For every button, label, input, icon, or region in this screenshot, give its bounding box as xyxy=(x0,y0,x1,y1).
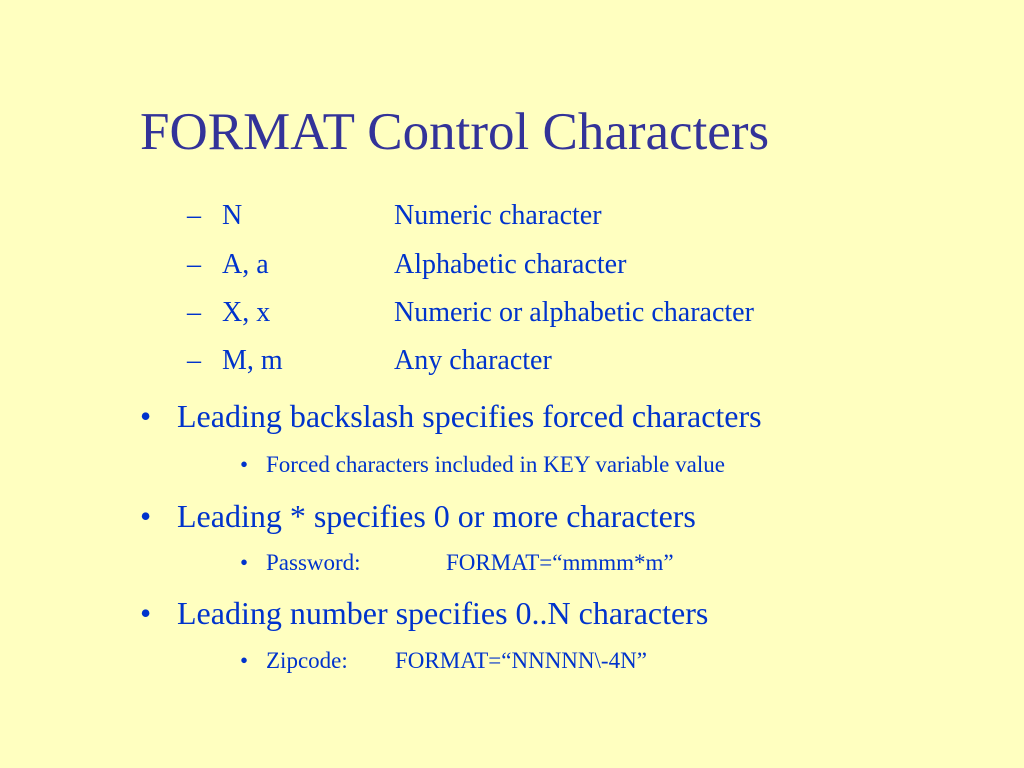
example-format-value: FORMAT=“mmmm*m” xyxy=(446,550,674,575)
bullet-marker: • xyxy=(140,498,152,534)
bullet-marker: • xyxy=(140,398,152,434)
format-description: Alphabetic character xyxy=(394,249,627,280)
format-code: M, m xyxy=(222,345,283,376)
format-description: Any character xyxy=(394,345,552,376)
dash-marker: – xyxy=(187,297,201,328)
dash-marker: – xyxy=(187,345,201,376)
format-code: N xyxy=(222,200,243,231)
dash-marker: – xyxy=(187,200,201,231)
sub-bullet-marker: • xyxy=(240,550,249,575)
bullet-text: Leading * specifies 0 or more characters xyxy=(177,498,696,534)
bullet-marker: • xyxy=(140,595,152,631)
example-format-value: FORMAT=“NNNNN\-4N” xyxy=(395,648,647,673)
format-code: X, x xyxy=(222,297,271,328)
sub-bullet-marker: • xyxy=(240,648,249,673)
example-label: Password: xyxy=(266,550,361,575)
bullet-text: Leading backslash specifies forced characters xyxy=(177,398,762,434)
format-description: Numeric character xyxy=(394,200,602,231)
sub-bullet-marker: • xyxy=(240,452,249,477)
dash-marker: – xyxy=(187,249,201,280)
example-label: Zipcode: xyxy=(266,648,348,673)
format-code: A, a xyxy=(222,249,269,280)
format-description: Numeric or alphabetic character xyxy=(394,297,754,328)
bullet-text: Leading number specifies 0..N characters xyxy=(177,595,709,631)
sub-bullet-text: Forced characters included in KEY variable value xyxy=(266,452,725,477)
slide-title: FORMAT Control Characters xyxy=(140,103,770,161)
